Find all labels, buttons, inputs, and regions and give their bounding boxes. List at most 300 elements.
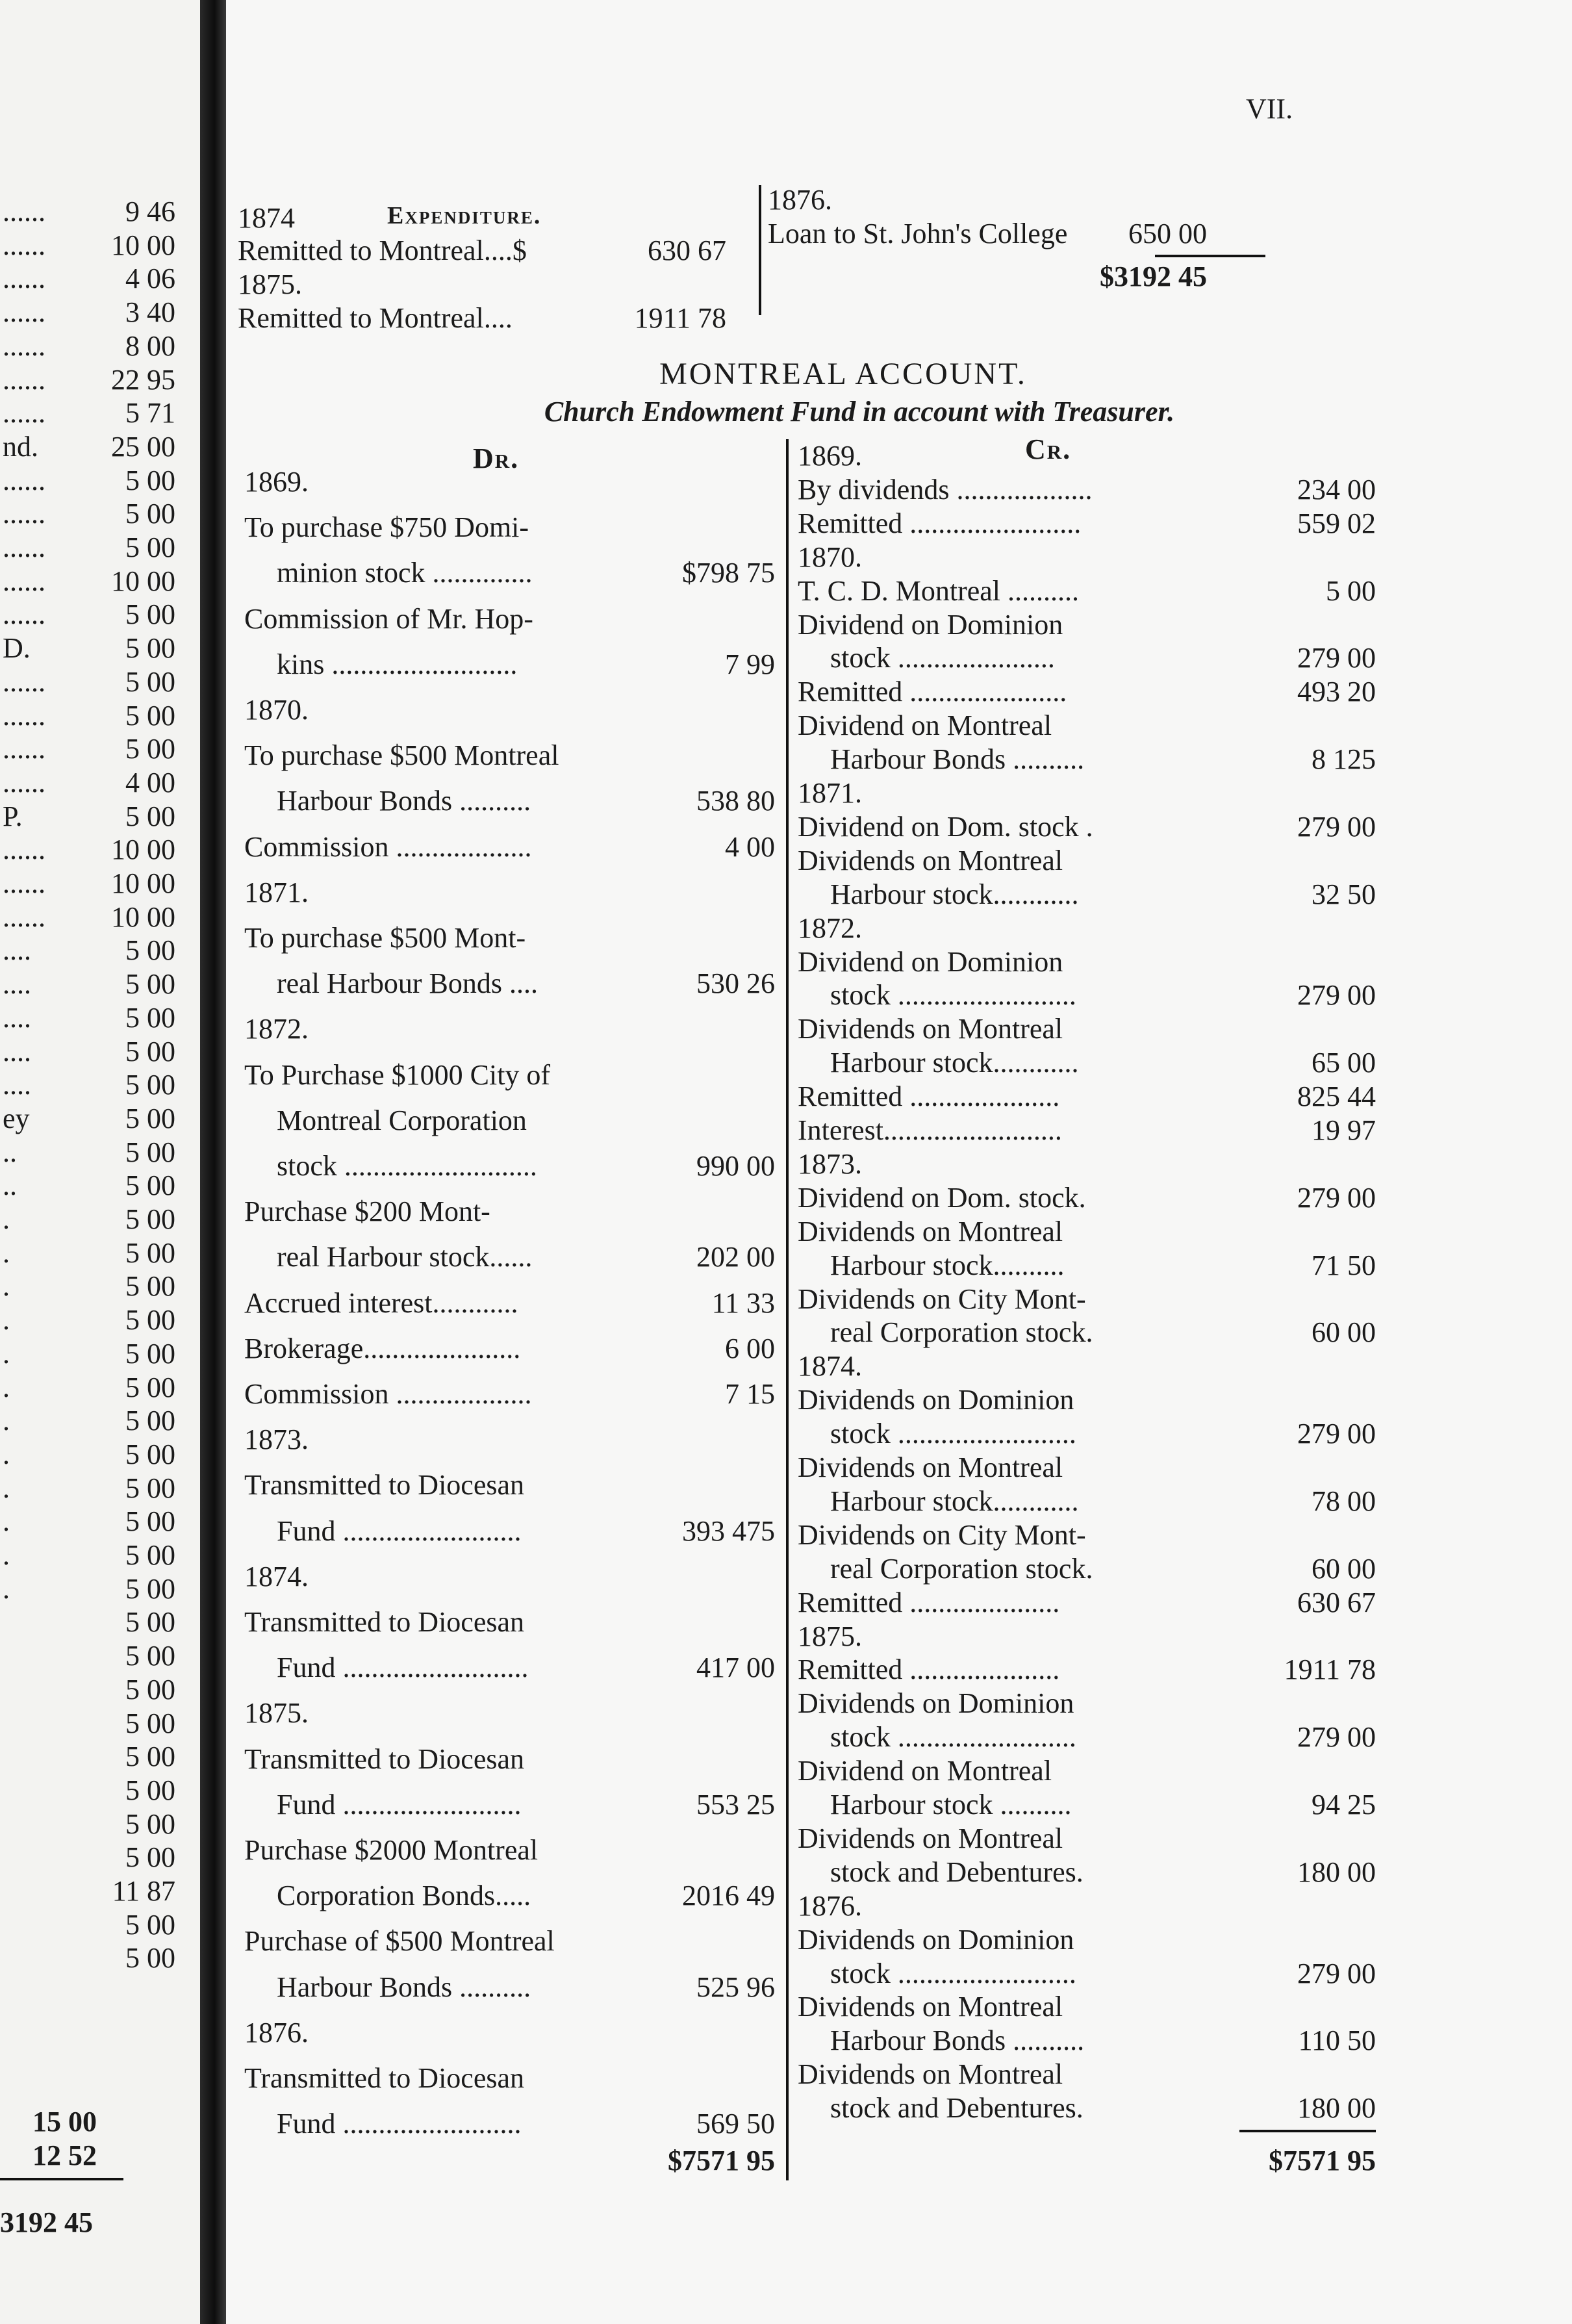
debit-entry-text: Purchase of $500 Montreal — [244, 1925, 555, 1957]
debit-entry-amount: 7 99 — [725, 648, 775, 680]
credit-entry-amount: 279 00 — [1297, 979, 1376, 1011]
credit-entry-text: Harbour stock............ — [830, 1485, 1079, 1517]
credit-entry-text: Dividends on Montreal — [798, 1216, 1063, 1247]
left-page-row-amount: 5 00 — [125, 1808, 175, 1840]
left-page-row-label: ...... — [3, 196, 45, 227]
debit-entry-text: minion stock .............. — [277, 557, 533, 589]
credit-entry-text: Remitted ..................... — [798, 1654, 1060, 1685]
debit-entry-text: Fund ......................... — [277, 2108, 522, 2139]
left-page-row-label: ...... — [3, 598, 45, 630]
credit-entry-amount: 180 00 — [1297, 1856, 1376, 1888]
left-page-row-amount: 5 00 — [125, 1438, 175, 1470]
expenditure-heading: Expenditure. — [387, 202, 542, 229]
left-page-row-label: D. — [3, 632, 31, 664]
left-page-row — [0, 1774, 195, 1807]
credit-entry-amount: 32 50 — [1312, 878, 1376, 910]
credit-entry-text: stock and Debentures. — [830, 1856, 1084, 1888]
left-page-row-amount: 5 00 — [125, 531, 175, 563]
left-page-row-label: ...... — [3, 531, 45, 563]
credit-entry-text: Dividends on Montreal — [798, 1013, 1063, 1045]
credit-entry-text: Harbour stock.......... — [830, 1249, 1065, 1281]
debit-entry-text: Transmitted to Diocesan — [244, 1606, 524, 1638]
credit-entry-text: Dividends on Montreal — [798, 1991, 1063, 2023]
credit-entry-amount: 8 125 — [1312, 743, 1376, 775]
left-page-row — [0, 1841, 195, 1874]
debit-entry-text: To Purchase $1000 City of — [244, 1059, 551, 1091]
credit-entry-amount: 180 00 — [1297, 2092, 1376, 2124]
credit-entry-amount: 279 00 — [1297, 642, 1376, 674]
credit-entry-text: By dividends ................... — [798, 474, 1093, 505]
right-page — [226, 0, 1572, 2324]
left-page-row-amount: 4 06 — [125, 262, 175, 294]
left-page-row-amount: 22 95 — [111, 364, 175, 396]
left-page-row — [0, 195, 195, 229]
credit-entry-amount: 110 50 — [1298, 2024, 1376, 2056]
left-page-row-amount: 5 00 — [125, 800, 175, 832]
left-page-row-amount: 10 00 — [111, 565, 175, 597]
debit-entry-amount: 569 50 — [696, 2108, 775, 2139]
left-page-row — [0, 632, 195, 665]
credit-entry-text: Dividends on Dominion — [798, 1687, 1074, 1719]
left-page-row — [0, 967, 195, 1001]
left-page-row — [0, 363, 195, 397]
credit-entry-amount: 559 02 — [1297, 507, 1376, 539]
credit-column-label: Cr. — [1025, 433, 1072, 465]
debit-entry-text: To purchase $750 Domi- — [244, 511, 529, 543]
left-page-row — [0, 1303, 195, 1337]
credit-total: $7571 95 — [1269, 2145, 1376, 2177]
debit-entry-text: stock ........................... — [277, 1150, 537, 1182]
left-page-row-label: . — [3, 1237, 10, 1269]
left-page-row-amount: 4 00 — [125, 767, 175, 798]
left-page-row-label: . — [3, 1304, 10, 1336]
left-page-row-label: . — [3, 1472, 10, 1504]
credit-entry-text: Remitted ...................... — [798, 676, 1067, 708]
credit-entry-text: stock and Debentures. — [830, 2092, 1084, 2124]
left-page-row-amount: 5 00 — [125, 1203, 175, 1235]
credit-year: 1875. — [798, 1620, 862, 1652]
left-page-row-amount: 5 00 — [125, 1237, 175, 1269]
debit-entry-text: Harbour Bonds .......... — [277, 785, 531, 817]
left-page-row-amount: 5 00 — [125, 1405, 175, 1437]
debit-entry-text: kins .......................... — [277, 648, 518, 680]
left-page-row-amount: 5 00 — [125, 1942, 175, 1974]
left-page-row — [0, 329, 195, 363]
left-page-row-label: .... — [3, 1002, 31, 1034]
left-page-row-label: ...... — [3, 901, 45, 933]
credit-entry-text: Dividend on Montreal — [798, 1755, 1052, 1787]
left-page-row-amount: 5 00 — [125, 700, 175, 732]
left-page-row — [0, 1807, 195, 1841]
left-page-row — [0, 1270, 195, 1303]
left-page-row — [0, 1874, 195, 1908]
debit-entry-text: Montreal Corporation — [277, 1105, 527, 1136]
left-page-row-amount: 5 00 — [125, 1774, 175, 1806]
debit-entry-text: Transmitted to Diocesan — [244, 1743, 524, 1775]
debit-year: 1875. — [244, 1697, 309, 1729]
left-page-row-label: .... — [3, 1036, 31, 1067]
debit-column-label: Dr. — [473, 442, 520, 474]
left-page-row — [0, 565, 195, 598]
left-page-row — [0, 1337, 195, 1371]
left-page-row-amount: 5 00 — [125, 1841, 175, 1873]
left-page-row — [0, 464, 195, 498]
credit-entry-amount: 279 00 — [1297, 1958, 1376, 1989]
credit-entry-text: Remitted ........................ — [798, 507, 1082, 539]
credit-entry-amount: 279 00 — [1297, 1721, 1376, 1753]
left-page-row — [0, 800, 195, 834]
left-page-row-amount: 5 00 — [125, 632, 175, 664]
left-page-row-label: ...... — [3, 465, 45, 496]
left-page-row — [0, 1908, 195, 1942]
left-page-row-amount: 5 00 — [125, 1606, 175, 1638]
credit-entry-text: T. C. D. Montreal .......... — [798, 575, 1080, 607]
left-extra-1: 15 00 — [32, 2106, 97, 2138]
credit-entry-text: Harbour Bonds .......... — [830, 2024, 1085, 2056]
left-page-row-label: ...... — [3, 700, 45, 732]
left-page-row-amount: 5 00 — [125, 1909, 175, 1941]
left-page-row-label: .. — [3, 1169, 17, 1201]
left-page-row-label: P. — [3, 800, 23, 832]
left-page-row-label: ...... — [3, 296, 45, 328]
left-page-row-amount: 5 00 — [125, 1674, 175, 1705]
left-page-row — [0, 1941, 195, 1975]
left-page-row — [0, 1707, 195, 1741]
left-page-row — [0, 531, 195, 565]
left-page-row — [0, 934, 195, 967]
left-page-row — [0, 1203, 195, 1236]
credit-entry-text: Interest......................... — [798, 1114, 1062, 1146]
debit-entry-amount: 7 15 — [725, 1378, 775, 1410]
debit-entry-text: Transmitted to Diocesan — [244, 2062, 524, 2094]
debit-entry-text: Purchase $200 Mont- — [244, 1195, 490, 1227]
left-page-row-amount: 5 00 — [125, 1169, 175, 1201]
debit-entry-text: real Harbour stock...... — [277, 1241, 533, 1273]
credit-entry-amount: 78 00 — [1312, 1485, 1376, 1517]
left-page-row — [0, 867, 195, 900]
left-page-row — [0, 833, 195, 867]
credit-entry-text: Harbour stock............ — [830, 878, 1079, 910]
left-page-row-label: ...... — [3, 666, 45, 698]
left-page-row — [0, 396, 195, 430]
loan-year: 1876. — [768, 184, 832, 216]
left-page — [0, 0, 200, 2324]
left-page-row-amount: 5 00 — [125, 1707, 175, 1739]
left-page-row — [0, 1136, 195, 1169]
debit-entry-amount: 202 00 — [696, 1241, 775, 1273]
left-page-row — [0, 1371, 195, 1405]
left-page-row — [0, 1740, 195, 1774]
debit-entry-amount: 990 00 — [696, 1150, 775, 1182]
credit-entry-text: Dividends on Montreal — [798, 1451, 1063, 1483]
left-page-row-label: ...... — [3, 565, 45, 597]
credit-entry-amount: 1911 78 — [1284, 1654, 1376, 1685]
left-page-row — [0, 296, 195, 329]
credit-entry-text: stock ......................... — [830, 1721, 1076, 1753]
top-total: $3192 45 — [1100, 261, 1207, 292]
left-page-row-label: ...... — [3, 834, 45, 865]
credit-entry-text: real Corporation stock. — [830, 1553, 1093, 1585]
credit-entry-text: Dividends on Dominion — [798, 1924, 1074, 1956]
left-page-row-label: ...... — [3, 330, 45, 362]
top-total-rule — [1155, 255, 1265, 257]
left-page-row-amount: 11 87 — [112, 1875, 175, 1907]
left-page-row-label: ey — [3, 1103, 30, 1134]
credit-entry-amount: 19 97 — [1312, 1114, 1376, 1146]
left-page-row-amount: 5 00 — [125, 498, 175, 530]
credit-entry-text: Dividends on City Mont- — [798, 1519, 1086, 1551]
credit-total-rule — [1239, 2130, 1376, 2132]
left-page-row — [0, 1472, 195, 1505]
left-page-row-amount: 5 00 — [125, 1103, 175, 1134]
left-extra-2: 12 52 — [32, 2139, 97, 2171]
debit-entry-text: Accrued interest............ — [244, 1287, 518, 1319]
credit-entry-text: stock ...................... — [830, 642, 1055, 674]
top-divider — [759, 185, 761, 315]
debit-year: 1876. — [244, 2017, 309, 2049]
debit-entry-text: Commission ................... — [244, 831, 532, 863]
left-page-row-amount: 10 00 — [111, 229, 175, 261]
credit-entry-text: Dividend on Dom. stock. — [798, 1182, 1086, 1214]
credit-entry-text: stock ......................... — [830, 1958, 1076, 1989]
left-page-row-amount: 5 00 — [125, 1069, 175, 1101]
credit-entry-amount: 234 00 — [1297, 474, 1376, 505]
debit-year: 1869. — [244, 466, 309, 498]
left-page-row-label: ...... — [3, 767, 45, 798]
left-page-row — [0, 732, 195, 766]
left-page-row-amount: 5 00 — [125, 1136, 175, 1168]
left-page-row-amount: 5 00 — [125, 1338, 175, 1370]
left-page-row — [0, 900, 195, 934]
left-page-row — [0, 1404, 195, 1438]
left-page-row — [0, 1673, 195, 1707]
credit-entry-amount: 279 00 — [1297, 811, 1376, 843]
credit-entry-text: Dividend on Dom. stock . — [798, 811, 1093, 843]
credit-entry-amount: 825 44 — [1297, 1080, 1376, 1112]
left-page-row-amount: 5 71 — [125, 397, 175, 429]
account-center-divider — [786, 439, 789, 2180]
debit-year: 1871. — [244, 876, 309, 908]
credit-year: 1871. — [798, 777, 862, 809]
credit-entry-amount: 94 25 — [1312, 1789, 1376, 1820]
left-page-row-amount: 5 00 — [125, 1505, 175, 1537]
left-page-row-label: .... — [3, 968, 31, 1000]
left-page-row-label: ...... — [3, 229, 45, 261]
left-page-row — [0, 1639, 195, 1673]
left-page-row-label: ...... — [3, 867, 45, 899]
debit-entry-amount: 11 33 — [711, 1287, 775, 1319]
left-page-row-label: . — [3, 1405, 10, 1437]
left-page-row — [0, 1068, 195, 1102]
debit-entry-text: real Harbour Bonds .... — [277, 967, 539, 999]
debit-year: 1874. — [244, 1561, 309, 1592]
debit-entry-text: Harbour Bonds .......... — [277, 1971, 531, 2003]
left-page-row-amount: 5 00 — [125, 465, 175, 496]
left-page-row-amount: 10 00 — [111, 901, 175, 933]
left-page-row-label: nd. — [3, 431, 38, 463]
left-page-row — [0, 665, 195, 699]
left-page-row-amount: 5 00 — [125, 1741, 175, 1772]
left-page-row — [0, 1605, 195, 1639]
credit-entry-text: stock ......................... — [830, 979, 1076, 1011]
credit-entry-amount: 493 20 — [1297, 676, 1376, 708]
debit-entry-text: Fund ......................... — [277, 1789, 522, 1820]
left-page-row-amount: 10 00 — [111, 867, 175, 899]
credit-entry-text: Dividends on Montreal — [798, 2058, 1063, 2090]
debit-entry-text: Commission ................... — [244, 1378, 532, 1410]
credit-year: 1869. — [798, 440, 862, 472]
credit-year: 1872. — [798, 912, 862, 944]
exp-year-1875: 1875. — [238, 268, 302, 300]
debit-entry-amount: 417 00 — [696, 1652, 775, 1683]
debit-entry-amount: 553 25 — [696, 1789, 775, 1820]
credit-entry-amount: 279 00 — [1297, 1418, 1376, 1449]
credit-entry-text: Harbour stock .......... — [830, 1789, 1072, 1820]
book-gutter — [200, 0, 226, 2324]
left-page-row-label: ...... — [3, 262, 45, 294]
left-page-row-label: . — [3, 1270, 10, 1302]
left-page-row — [0, 1001, 195, 1035]
left-page-row-label: ...... — [3, 733, 45, 765]
debit-year: 1872. — [244, 1013, 309, 1045]
left-page-row-amount: 5 00 — [125, 1002, 175, 1034]
left-page-row-amount: 5 00 — [125, 1036, 175, 1067]
left-page-row — [0, 1236, 195, 1270]
exp-line-1-amount: 630 67 — [648, 235, 726, 266]
left-page-row — [0, 1438, 195, 1472]
debit-entry-text: Fund ......................... — [277, 1515, 522, 1547]
credit-entry-text: real Corporation stock. — [830, 1316, 1093, 1348]
credit-entry-amount: 5 00 — [1326, 575, 1376, 607]
left-page-row — [0, 430, 195, 464]
credit-entry-amount: 60 00 — [1312, 1316, 1376, 1348]
debit-entry-amount: 525 96 — [696, 1971, 775, 2003]
left-page-row-amount: 5 00 — [125, 1372, 175, 1403]
left-page-row — [0, 598, 195, 632]
credit-entry-amount: 65 00 — [1312, 1047, 1376, 1079]
left-page-row-label: .... — [3, 1069, 31, 1101]
left-page-row — [0, 766, 195, 800]
debit-entry-amount: 530 26 — [696, 967, 775, 999]
credit-entry-text: Dividend on Dominion — [798, 609, 1063, 641]
left-total: 3192 45 — [0, 2206, 93, 2238]
left-page-row — [0, 1539, 195, 1572]
credit-entry-text: Dividend on Montreal — [798, 709, 1052, 741]
debit-entry-text: Fund .......................... — [277, 1652, 529, 1683]
credit-year: 1873. — [798, 1148, 862, 1180]
left-page-row — [0, 1169, 195, 1203]
debit-entry-amount: 4 00 — [725, 831, 775, 863]
loan-text: Loan to St. John's College — [768, 218, 1068, 249]
credit-year: 1876. — [798, 1890, 862, 1922]
debit-entry-text: To purchase $500 Mont- — [244, 922, 526, 954]
left-page-row — [0, 229, 195, 262]
left-page-row-amount: 5 00 — [125, 1539, 175, 1571]
debit-entry-text: Brokerage...................... — [244, 1333, 521, 1364]
left-page-row — [0, 1505, 195, 1539]
left-page-row-label: .. — [3, 1136, 17, 1168]
credit-entry-text: Dividends on Montreal — [798, 845, 1063, 876]
debit-entry-amount: 6 00 — [725, 1333, 775, 1364]
left-page-row-label: . — [3, 1539, 10, 1571]
credit-entry-text: Harbour stock............ — [830, 1047, 1079, 1079]
left-page-row — [0, 497, 195, 531]
credit-entry-text: Remitted ..................... — [798, 1587, 1060, 1618]
debit-entry-amount: 393 475 — [682, 1515, 775, 1547]
left-page-row-label: ...... — [3, 364, 45, 396]
left-page-row-amount: 5 00 — [125, 733, 175, 765]
loan-amount: 650 00 — [1128, 218, 1207, 249]
left-page-row — [0, 1035, 195, 1069]
page-number: VII. — [1246, 93, 1293, 125]
left-page-row-label: . — [3, 1372, 10, 1403]
debit-entry-text: Transmitted to Diocesan — [244, 1469, 524, 1501]
left-page-row — [0, 1572, 195, 1606]
left-page-row-amount: 10 00 — [111, 834, 175, 865]
left-page-row-amount: 5 00 — [125, 1573, 175, 1605]
left-page-row-amount: 5 00 — [125, 1472, 175, 1504]
left-page-row-amount: 5 00 — [125, 1304, 175, 1336]
credit-entry-text: Harbour Bonds .......... — [830, 743, 1085, 775]
credit-entry-text: Dividends on City Mont- — [798, 1283, 1086, 1315]
left-page-row-amount: 5 00 — [125, 1270, 175, 1302]
left-page-row-amount: 8 00 — [125, 330, 175, 362]
left-page-row-amount: 5 00 — [125, 968, 175, 1000]
debit-entry-text: To purchase $500 Montreal — [244, 739, 559, 771]
debit-year: 1873. — [244, 1424, 309, 1455]
exp-line-2-amount: 1911 78 — [634, 302, 726, 334]
debit-entry-text: Corporation Bonds..... — [277, 1880, 531, 1911]
left-page-row — [0, 1102, 195, 1136]
credit-entry-amount: 630 67 — [1297, 1587, 1376, 1618]
left-page-row-label: .... — [3, 934, 31, 966]
debit-entry-amount: 538 80 — [696, 785, 775, 817]
left-page-row-amount: 9 46 — [125, 196, 175, 227]
credit-entry-text: stock ......................... — [830, 1418, 1076, 1449]
debit-entry-amount: 2016 49 — [682, 1880, 775, 1911]
credit-entry-amount: 279 00 — [1297, 1182, 1376, 1214]
credit-entry-amount: 71 50 — [1312, 1249, 1376, 1281]
exp-year-1874: 1874 — [238, 202, 295, 234]
left-page-row-label: . — [3, 1438, 10, 1470]
account-subtitle: Church Endowment Fund in account with Treasurer. — [544, 396, 1175, 428]
credit-entry-text: Remitted ..................... — [798, 1080, 1060, 1112]
left-page-row-amount: 5 00 — [125, 598, 175, 630]
left-page-row — [0, 262, 195, 296]
left-total-rule — [0, 2178, 123, 2180]
debit-year: 1870. — [244, 694, 309, 726]
left-page-row-label: ...... — [3, 397, 45, 429]
left-page-row-label: . — [3, 1505, 10, 1537]
exp-line-2-text: Remitted to Montreal.... — [238, 302, 513, 334]
account-title: MONTREAL ACCOUNT. — [659, 357, 1027, 391]
left-page-row-label: . — [3, 1573, 10, 1605]
exp-line-1-text: Remitted to Montreal....$ — [238, 235, 527, 266]
debit-entry-text: Commission of Mr. Hop- — [244, 603, 533, 635]
left-page-row-amount: 5 00 — [125, 934, 175, 966]
credit-entry-text: Dividends on Montreal — [798, 1822, 1063, 1854]
credit-year: 1870. — [798, 541, 862, 573]
debit-entry-amount: $798 75 — [682, 557, 775, 589]
debit-total: $7571 95 — [668, 2145, 775, 2177]
left-page-row-amount: 5 00 — [125, 1640, 175, 1672]
credit-entry-amount: 60 00 — [1312, 1553, 1376, 1585]
left-page-row-amount: 3 40 — [125, 296, 175, 328]
left-page-row-amount: 25 00 — [111, 431, 175, 463]
left-page-row-label: ...... — [3, 498, 45, 530]
debit-entry-text: Purchase $2000 Montreal — [244, 1834, 539, 1866]
left-page-row-amount: 5 00 — [125, 666, 175, 698]
